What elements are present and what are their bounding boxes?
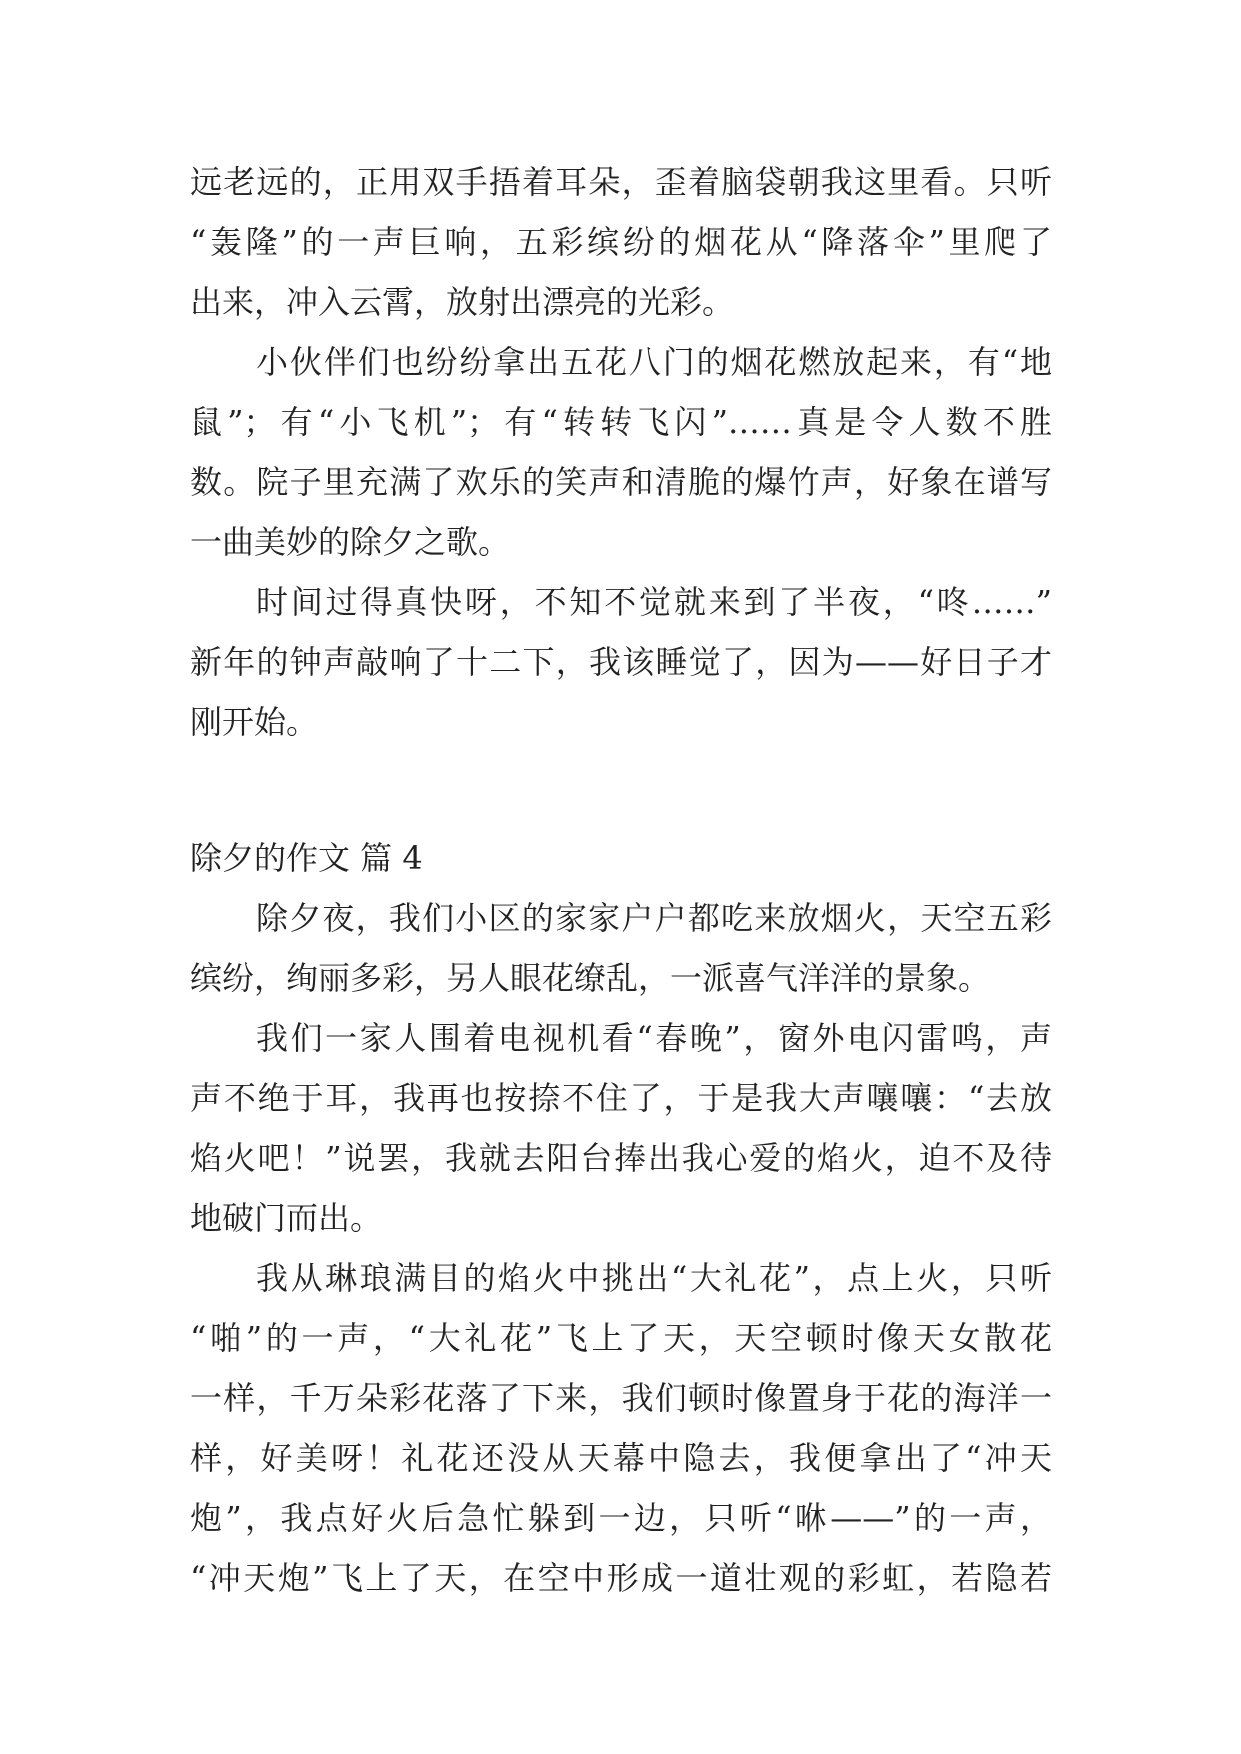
text-line: 小伙伴们也纷纷拿出五花八门的烟花燃放起来，有“地 [256,343,1052,381]
text-line: 一曲美妙的除夕之歌。 [190,523,511,561]
text-line: 样，好美呀！礼花还没从天幕中隐去，我便拿出了“冲天 [190,1439,1052,1477]
text-line: “轰隆”的一声巨响，五彩缤纷的烟花从“降落伞”里爬了 [190,223,1052,261]
section-gap [190,752,1052,828]
text-line: 新年的钟声敲响了十二下，我该睡觉了，因为——好日子才 [190,643,1052,681]
text-line: 我们一家人围着电视机看“春晚”，窗外电闪雷鸣，声 [256,1019,1052,1057]
text-line: 刚开始。 [190,703,319,741]
text-line: 时间过得真快呀，不知不觉就来到了半夜，“咚……” [256,583,1052,621]
essay-body [190,152,1052,1608]
text-line: 除夕夜，我们小区的家家户户都吃来放烟火，天空五彩 [256,899,1052,937]
text-line: 炮”，我点好火后急忙躲到一边，只听“咻——”的一声， [190,1499,1052,1537]
text-line: 缤纷，绚丽多彩，另人眼花缭乱，一派喜气洋洋的景象。 [190,959,991,997]
text-line: 一样，千万朵彩花落了下来，我们顿时像置身于花的海洋一 [190,1379,1052,1417]
text-line: “啪”的一声，“大礼花”飞上了天，天空顿时像天女散花 [190,1319,1052,1357]
text-line: 焰火吧！”说罢，我就去阳台捧出我心爱的焰火，迫不及待 [190,1139,1052,1177]
text-line: “冲天炮”飞上了天，在空中形成一道壮观的彩虹，若隐若 [190,1559,1052,1597]
text-line: 地破门而出。 [190,1199,383,1237]
section-heading: 除夕的作文 篇 4 [190,839,423,877]
text-line: 数。院子里充满了欢乐的笑声和清脆的爆竹声，好象在谱写 [190,463,1052,501]
text-line: 鼠”；有“小飞机”；有“转转飞闪”……真是令人数不胜 [190,403,1052,441]
text-line: 远老远的，正用双手捂着耳朵，歪着脑袋朝我这里看。只听 [190,163,1052,201]
text-line: 声不绝于耳，我再也按捺不住了，于是我大声嚷嚷：“去放 [190,1079,1052,1117]
text-line: 出来，冲入云霄，放射出漂亮的光彩。 [190,283,735,321]
text-line: 我从琳琅满目的焰火中挑出“大礼花”，点上火，只听 [256,1259,1052,1297]
